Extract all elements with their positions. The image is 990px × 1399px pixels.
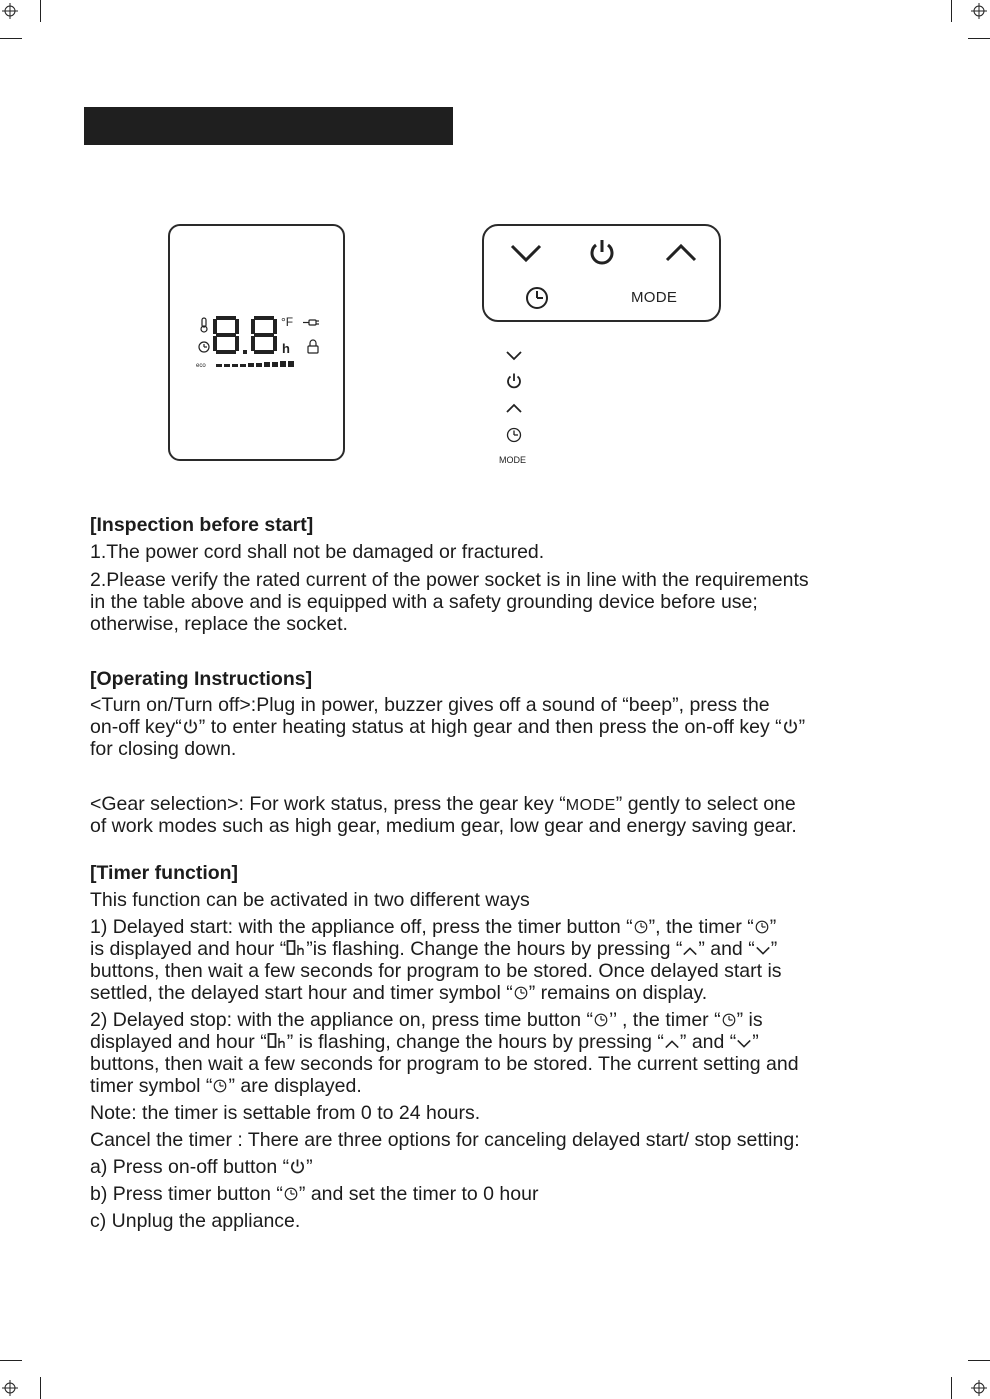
timer-start-line-2 — [90, 938, 777, 960]
section-title-bar — [84, 107, 453, 145]
text-span: 2) Delayed stop: with the appliance on, press time button “ — [90, 1009, 593, 1031]
text-span: ’’ , the timer “ — [608, 1009, 721, 1031]
power-button-icon[interactable] — [587, 237, 617, 267]
legend-mode-label: MODE — [499, 455, 526, 465]
legend-timer-icon — [505, 426, 523, 444]
up-button-icon[interactable] — [664, 242, 698, 264]
gear-line-1 — [90, 793, 796, 817]
power-icon — [289, 1158, 306, 1175]
registration-mark-icon — [971, 3, 987, 19]
text-span: ” — [770, 938, 778, 960]
timer-icon — [593, 1012, 609, 1028]
inspection-item-1: 1.The power cord shall not be damaged or fractured. — [90, 541, 545, 563]
text-span: b) Press timer button “ — [90, 1183, 283, 1205]
operating-line-3: for closing down. — [90, 738, 237, 760]
down-button-icon[interactable] — [509, 242, 543, 264]
down-icon — [736, 1038, 752, 1050]
inspection-item-2-line-1: 2.Please verify the rated current of the power socket is in line with the requirements — [90, 569, 809, 591]
timer-stop-line-1 — [90, 1009, 763, 1031]
timer-heading: [Timer function] — [90, 862, 239, 884]
timer-stop-line-3: buttons, then wait a few seconds for program to be stored. The current setting and — [90, 1053, 799, 1075]
text-span: ” is — [736, 1009, 763, 1031]
operating-heading: [Operating Instructions] — [90, 668, 313, 690]
hour-digit-icon — [267, 1032, 287, 1050]
timer-button-icon[interactable] — [524, 285, 550, 311]
text-span: settled, the delayed start hour and timer symbol “ — [90, 982, 513, 1004]
text-span: ” and set the timer to 0 hour — [298, 1183, 539, 1205]
text-span: on-off key“ — [90, 716, 182, 738]
power-level-bar — [216, 361, 294, 367]
timer-stop-line-4 — [90, 1075, 362, 1097]
eco-label: eco — [196, 363, 206, 369]
text-span: ”, the timer “ — [648, 916, 754, 938]
operating-line-2 — [90, 716, 805, 738]
timer-start-line-3: buttons, then wait a few seconds for program to be stored. Once delayed start is — [90, 960, 782, 982]
timer-icon — [513, 985, 529, 1001]
thermometer-icon — [201, 318, 207, 332]
control-panel — [482, 224, 721, 322]
legend-power-icon — [505, 372, 523, 390]
text-span: ” — [752, 1031, 759, 1053]
text-span: a) Press on-off button “ — [90, 1156, 290, 1178]
operating-line-1: <Turn on/Turn off>:Plug in power, buzzer gives off a sound of “beep”, press the — [90, 694, 770, 716]
hour-digit-icon — [286, 939, 306, 957]
text-span: ” is flashing, change the hours by pressing “ — [286, 1031, 664, 1053]
text-span: ”is flashing. Change the hours by pressing “ — [306, 938, 683, 960]
text-span: ” gently to select one — [615, 793, 796, 815]
text-span: ” remains on display. — [528, 982, 708, 1004]
up-icon — [664, 1038, 680, 1050]
power-icon — [782, 718, 799, 735]
text-span: displayed and hour “ — [90, 1031, 267, 1053]
registration-mark-icon — [971, 1380, 987, 1396]
timer-start-line-4 — [90, 982, 707, 1004]
timer-icon — [633, 919, 649, 935]
text-span: ” — [769, 916, 777, 938]
clock-icon — [199, 342, 209, 352]
text-span: <Gear selection>: For work status, press the gear key “ — [90, 793, 566, 815]
cancel-option-b — [90, 1183, 538, 1205]
text-span: ” and “ — [698, 938, 755, 960]
text-span: timer symbol “ — [90, 1075, 213, 1097]
timer-icon — [754, 919, 770, 935]
plug-icon — [303, 320, 319, 325]
text-span: ” — [798, 716, 806, 738]
text-span: is displayed and hour “ — [90, 938, 287, 960]
gear-line-2: of work modes such as high gear, medium gear, low gear and energy saving gear. — [90, 815, 797, 837]
inspection-heading: [Inspection before start] — [90, 514, 314, 536]
legend-down-icon — [505, 350, 523, 362]
timer-intro: This function can be activated in two different ways — [90, 889, 530, 911]
lock-icon — [308, 340, 318, 353]
up-icon — [682, 945, 698, 957]
power-icon — [182, 718, 199, 735]
lcd-display — [168, 224, 345, 461]
timer-icon — [283, 1186, 299, 1202]
timer-stop-line-2 — [90, 1031, 759, 1053]
registration-mark-icon — [2, 1380, 18, 1396]
display-panel — [168, 224, 345, 461]
mode-button[interactable]: MODE — [631, 289, 678, 306]
timer-note: Note: the timer is settable from 0 to 24 hours. — [90, 1102, 481, 1124]
timer-cancel: Cancel the timer : There are three options for canceling delayed start/ stop setting: — [90, 1129, 800, 1151]
cancel-option-a — [90, 1156, 313, 1178]
timer-start-line-1 — [90, 916, 776, 938]
text-span: 1) Delayed start: with the appliance off, press the timer button “ — [90, 916, 633, 938]
down-icon — [755, 945, 771, 957]
timer-icon — [721, 1012, 737, 1028]
inspection-item-2-line-3: otherwise, replace the socket. — [90, 613, 348, 635]
timer-icon — [212, 1078, 228, 1094]
text-span: ” to enter heating status at high gear and then press the on-off key “ — [198, 716, 782, 738]
text-span: ” and “ — [679, 1031, 737, 1053]
seven-segment-digits — [213, 316, 277, 354]
inspection-item-2-line-2: in the table above and is equipped with a safety grounding device before use; — [90, 591, 758, 613]
cancel-option-c: c) Unplug the appliance. — [90, 1210, 301, 1232]
hour-label: h — [282, 341, 290, 356]
unit-label: °F — [281, 315, 294, 329]
text-span: ” are displayed. — [228, 1075, 362, 1097]
text-span: ” — [306, 1156, 313, 1178]
mode-inline-label: MODE — [565, 797, 616, 814]
registration-mark-icon — [2, 3, 18, 19]
legend-up-icon — [505, 402, 523, 414]
